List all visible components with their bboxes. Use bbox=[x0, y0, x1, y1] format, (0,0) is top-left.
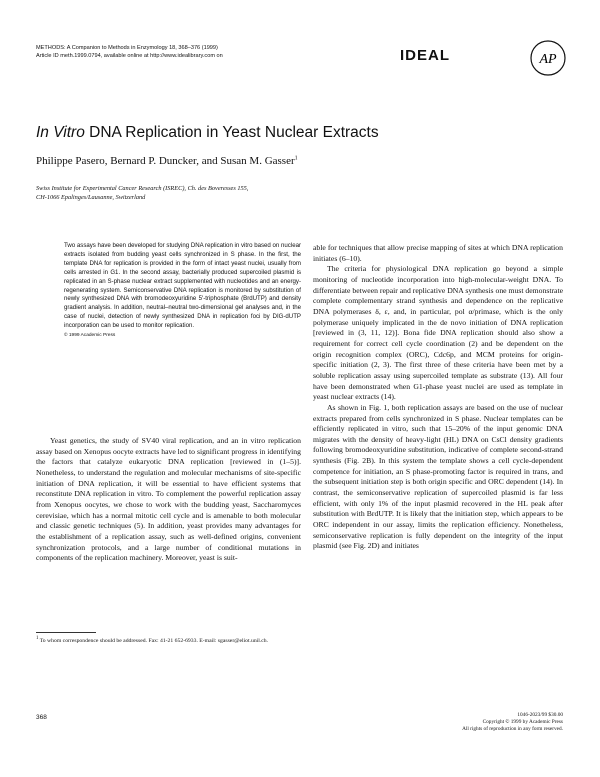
issn-line: 1046-2023/99 $30.00 bbox=[517, 712, 563, 718]
affiliation-line-2: CH-1066 Epalinges/Lausanne, Switzerland bbox=[36, 194, 146, 201]
publisher-logo bbox=[530, 40, 566, 76]
publisher-logo-icon bbox=[530, 40, 566, 76]
footnote-text: To whom correspondence should be addressed. Fax: 41-21 652-6933. E-mail: sgasser@eliot.unil.ch. bbox=[39, 637, 269, 644]
ideal-brand[interactable] bbox=[400, 47, 450, 64]
paper-title bbox=[36, 124, 379, 142]
article-id-line: Article ID meth.1999.0794, available online at http://www.idealibrary.com on bbox=[36, 53, 223, 59]
left-paragraph-1: Yeast genetics, the study of SV40 viral replication, and an in vitro replication assay based on Xenopus oocyte extracts have led to significant progress in identifying the factors that catalyze eukaryotic DNA replication [reviewed in (1–5)]. Nonetheless, to understand the regulation and molecular mechanisms of site-specific initiation of DNA replication, it will be essential to have efficient systems that reconstitute DNA replication in vitro. To complement the powerful replication assay from Xenopus oocytes, we chose to work with the budding yeast, Saccharomyces cerevisiae, which has a normal mitotic cell cycle and is amenable to both molecular and classic genetic techniques (5). In addition, yeast provides many advantages for the establishment of a replication assay, such as well-defined origins, convenient synchronization protocols, and a large number of conditional mutations in components of the replication machinery. Moreover, yeast is suit- bbox=[36, 436, 301, 563]
abstract bbox=[64, 242, 301, 341]
body-column-right bbox=[313, 243, 563, 552]
footer-rights: All rights of reproduction in any form reserved. bbox=[462, 726, 563, 733]
affiliation bbox=[36, 184, 416, 202]
publisher-logo-text: AP bbox=[539, 52, 557, 67]
page-number: 368 bbox=[36, 714, 47, 721]
ideal-brand-text: IDEAL bbox=[400, 47, 450, 64]
publication-info bbox=[380, 712, 563, 734]
footnote bbox=[36, 635, 301, 645]
author-footnote-mark: 1 bbox=[294, 155, 298, 162]
author-list bbox=[36, 155, 298, 167]
journal-line: METHODS: A Companion to Methods in Enzymology 18, 368–376 (1999) bbox=[36, 45, 218, 51]
abstract-text: Two assays have been developed for studying DNA replication in vitro based on nuclear extracts isolated from budding yeast cells synchronized in S phase. In the first, the template DNA for replication is provided in the form of intact yeast nuclei, usually from cells arrested in G1. In the second assay, bacterially produced supercoiled plasmid is replicated in an S-phase nuclear extract supplemented with nucleotides and an energy-regenerating system. Semiconservative DNA replication is monitored by substitution of newly synthesized DNA with bromodeoxyuridine 5′-triphosphate (BrdUTP) and density gradient analysis. In addition, neutral–neutral two-dimensional gel analyses and, in the case of nuclei, detection of newly synthesized DNA in replication foci by DIG-dUTP incorporation can be used to monitor replication. bbox=[64, 242, 301, 330]
footer-copyright: Copyright © 1999 by Academic Press bbox=[482, 719, 563, 726]
right-paragraph-0: able for techniques that allow precise mapping of sites at which DNA replication initiates (6–10). bbox=[313, 243, 563, 263]
right-paragraph-2: As shown in Fig. 1, both replication assays are based on the use of nuclear extracts prepared from cells synchronized in S phase. Nuclear templates can be efficiently replicated in vitro, such that 15–20% of the input genomic DNA migrates with the density of heavy-light (HL) DNA on CsCl density gradients following bromodeoxyuridine substitution, indicative of complete second-strand synthesis (Fig. 2B). In this system the template shows a cell cycle-dependent competence for initiation, an S phase-promoting factor is required in trans, and the subsequent initiation step is both origin specific and ORC dependent (14). In contrast, the semiconservative replication of supercoiled plasmid is far less efficient, with only 1% of the input plasmid recovered in the HL peak after substitution with BrdUTP. It is likely that the initiation step, which appears to be ORC independent in our assay, limits the replication efficiency. Nonetheless, semiconservative replication is fully dependent on the integrity of the input plasmid (see Fig. 2D) and initiates bbox=[313, 402, 563, 551]
affiliation-line-1: Swiss Institute for Experimental Cancer Research (ISREC), Ch. des Boveresses 155, bbox=[36, 185, 249, 192]
footnote-rule bbox=[36, 632, 96, 633]
journal-header bbox=[36, 44, 296, 60]
footnote-mark: 1 bbox=[36, 636, 39, 641]
author-names: Philippe Pasero, Bernard P. Duncker, and Susan M. Gasser bbox=[36, 155, 295, 167]
title-rest: DNA Replication in Yeast Nuclear Extracts bbox=[84, 124, 379, 141]
title-italic: In Vitro bbox=[36, 124, 85, 141]
abstract-copyright: © 1999 Academic Press bbox=[64, 333, 116, 339]
body-column-left bbox=[36, 436, 301, 564]
right-paragraph-1: The criteria for physiological DNA replication go beyond a simple monitoring of nucleotide incorporation into high-molecular-weight DNA. To differentiate between repair and replicative DNA synthesis one must demonstrate complete complementary strand synthesis and dependence on the replicative DNA polymerases δ, ε, and, in particular, pol α/primase, which is the only polymerase uniquely implicated in the de novo initiation of DNA replication [reviewed in (3, 11, 12)]. Bona fide DNA replication should also show a requirement for correct cell cycle coordination (2) and be dependent on the origin recognition complex (ORC), Cdc6p, and MCM proteins for origin-specific initiation (2, 3). The first three of these criteria have been met by a soluble replication assay using supercoiled template as substrate (13). All four have been demonstrated when G1-phase yeast nuclei are used as template in yeast nuclear extracts (14). bbox=[313, 264, 563, 402]
